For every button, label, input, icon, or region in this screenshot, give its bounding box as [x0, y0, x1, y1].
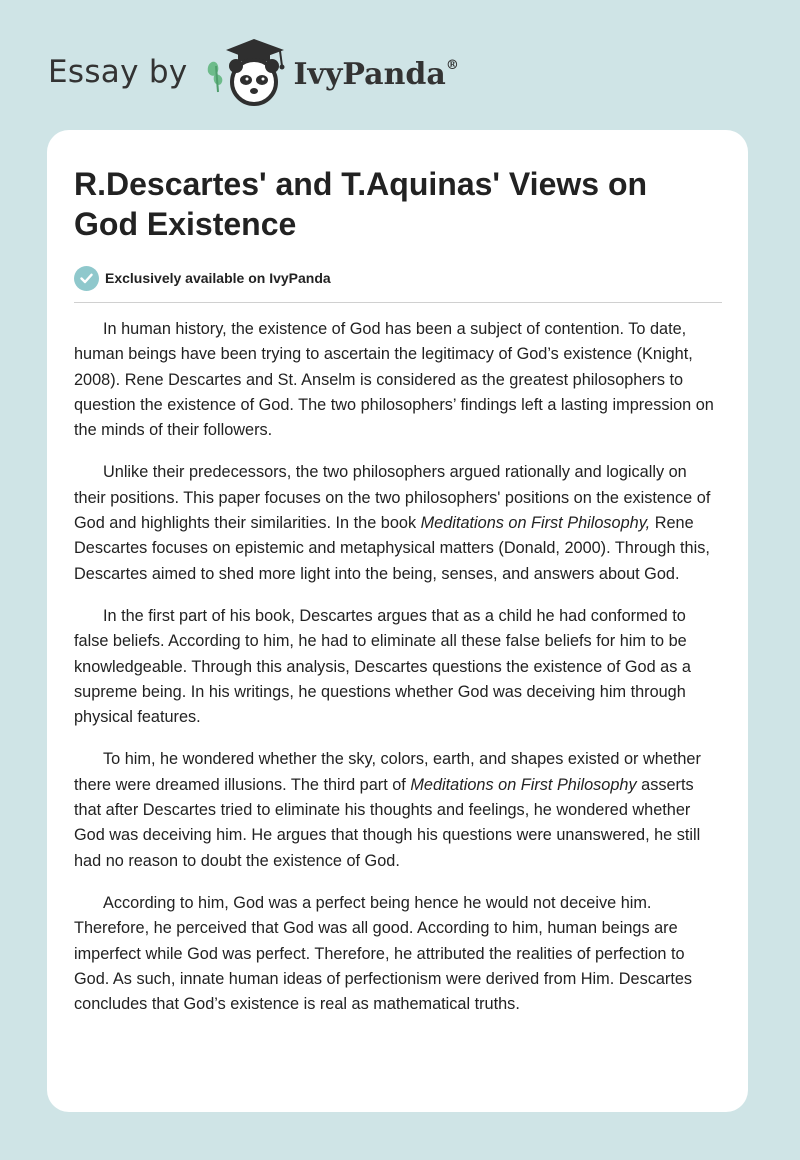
check-icon [74, 266, 99, 291]
paragraph-text: asserts that after Descartes tried to eliminate his thoughts and feelings, he wondered whether God was deceiving him. He argues that though his questions were unanswered, he still had no reason to doubt the existence of God. [74, 775, 701, 870]
essay-body [74, 317, 722, 1017]
essay-paragraph [74, 604, 722, 730]
exclusive-badge-label: Exclusively available on IvyPanda [105, 270, 331, 286]
essay-paragraph [74, 460, 722, 586]
site-header [48, 36, 748, 108]
essay-paragraph [74, 317, 722, 443]
essay-by-label: Essay by [48, 54, 188, 90]
paragraph-text: To him, he wondered whether the sky, colors, earth, and shapes existed or whether there were dreamed illusions. The third part of [74, 750, 701, 794]
paragraph-text: Unlike their predecessors, the two philosophers argued rationally and logically on their positions. This paper focuses on the two philosophers' positions on the existence of God and highlights their similarities. In the book [74, 463, 711, 533]
essay-paragraph [74, 747, 722, 873]
paragraph-text: In the first part of his book, Descartes argues that as a child he had conformed to false beliefs. According to him, he had to eliminate all these false beliefs for him to be knowledgeable. Through this analysis, Descartes questions the existence of God as a supreme being. In his writings, he questions whether God was deceiving him through physical features. [74, 606, 691, 727]
essay-card [47, 130, 748, 1112]
divider [74, 302, 722, 303]
exclusive-badge [74, 264, 722, 292]
registered-mark: ® [445, 57, 459, 73]
ivypanda-logo-link[interactable] [204, 36, 459, 108]
essay-paragraph [74, 891, 722, 1017]
paragraph-text: In human history, the existence of God has been a subject of contention. To date, human beings have been trying to ascertain the legitimacy of God’s existence (Knight, 2008). Rene Descartes and St. Anselm is considered as the greatest philosophers to question the existence of God. The two philosophers’ findings left a lasting impression on the minds of their followers. [74, 320, 714, 440]
book-title-italic: Meditations on First Philosophy, [420, 514, 651, 533]
paragraph-text: Rene Descartes focuses on epistemic and metaphysical matters (Donald, 2000). Through this, Descartes aimed to shed more light into the being, senses, and answers about God. [74, 514, 710, 583]
book-title-italic: Meditations on First Philosophy [410, 775, 637, 794]
paragraph-text: According to him, God was a perfect being hence he would not deceive him. Therefore, he perceived that God was all good. According to him, human beings are imperfect while God was perfect. Therefore, he attributed the realities of perfection to God. As such, innate human ideas of perfectionism were derived from Him. Descartes concludes that God’s existence is real as mathematical truths. [74, 893, 693, 1014]
essay-title: R.Descartes' and T.Aquinas' Views on God Existence [74, 166, 648, 242]
panda-graduate-icon [204, 36, 288, 108]
brand-name: IvyPanda® [293, 56, 459, 92]
